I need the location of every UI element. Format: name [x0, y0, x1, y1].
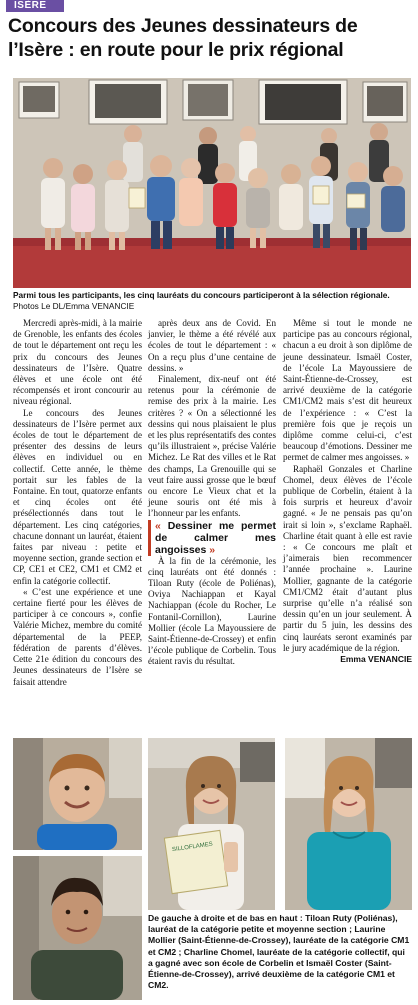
subheading-text: Dessiner me permet de calmer mes angoisses	[155, 519, 276, 556]
paragraph: Même si tout le monde ne participe pas au concours régional, chacun a eu droit à son diplôme de jeune dessinateur. Ismaël Coster, de l’école La Mayoussiere de Saint-Étienne-de-Crossey, est arrivé deuxième de la catégorie CM1/CM2 mais s’est dit heureux de l’expérience : « C’est la première fois que je reçois un diplôme comme celui-ci, c’est beaucoup d’émotions. Dessiner me permet de calmer mes angoisses. »	[283, 318, 412, 463]
paragraph: Finalement, dix-neuf ont été retenus pour la cérémonie de remise des prix à la mairie. Les critères ? « On a sélectionné les dessins qui nous plaisaient le plus et les plus représentatifs des contes qu’ils illustraient », précise Valérie Michez. Le Rat des villes et le Rat des champs, La Grenouille qui se veut faire aussi grosse que le bœuf ou encore Le Vieux chat et la jeune souris ont été mis à l’honneur par les enfants.	[148, 374, 276, 519]
portrait-photo-laurine	[148, 738, 275, 910]
photo-caption-text: Parmi tous les participants, les cinq lauréats du concours participeront à la sélection régionale.	[13, 290, 390, 300]
diploma-text: SILLOFLAMES	[171, 841, 214, 854]
portrait-photo-charline	[285, 738, 412, 910]
section-tag: ISÈRE	[6, 0, 64, 12]
photo-caption	[13, 290, 411, 312]
author-byline: Emma VENANCIE	[340, 654, 412, 665]
portrait-photo-ismael	[13, 856, 142, 1000]
article-column-2	[148, 318, 276, 668]
subheading: « Dessiner me permet de calmer mes angoisses »	[148, 520, 276, 556]
paragraph: « C’est une expérience et une certaine fierté pour les élèves de participer à ce concours », confie Valérie Michez, membre du comité départemental de la PEEP, fédération de parents d’élèves. Cette 21e édition du concours des Jeunes dessinateurs de l’Isère se faisait attendre	[13, 586, 142, 687]
paragraph: Mercredi après-midi, à la mairie de Grenoble, les enfants des écoles de tout le département ont reçu les prix du concours des Jeunes dessinateurs de l’Isère. Quatre élèves et une école ont été récompensés et iront concourir au niveau régional.	[13, 318, 142, 407]
article-column-3	[283, 318, 412, 665]
paragraph: Raphaël Gonzales et Charline Chomel, deux élèves de l’école publique de Corbelin, étaient à la fois surpris et heureux d’avoir gagné. « Je ne pensais pas qu’on irait si loin », s’exclame Raphaël. Charline était quant à elle est ravie : « Ce concours me plaît et j’aimerais bien recommencer l’année prochaine ». Laurine Mollier, gagnante de la catégorie CM1/CM2 était d’autant plus surprise qu’elle n’a réalisé son dessin qu’en un jour seulement. À partir du 5 juin, les dessins des cinq lauréats seront examinés par le jury académique de la région.	[283, 463, 412, 653]
headline: Concours des Jeunes dessinateurs de l’Isère : en route pour le prix régional	[8, 15, 358, 61]
group-photo	[13, 78, 411, 288]
paragraph: À la fin de la cérémonie, les cinq lauréats ont été donnés : Tiloan Ruty (école de Poliénas), Oviya Nachiappan et Kayal Nachiappan (école du Rocher, Le Fontanil-Cornillon), Laurine Mollier (école La Mayoussiere de Saint-Étienne-de-Crossey) et enfin l’école publique de Corbelin. Tous étaient ravis du résultat.	[148, 555, 276, 667]
photo-credit: Photos Le DL/Emma VENANCIE	[13, 301, 135, 311]
paragraph: Le concours des Jeunes dessinateurs de l’Isère permet aux écoles de tout le département de présenter des dessins de leurs élèves en individuel ou en collectif. Cette année, le thème portait sur les fables de la Fontaine. En tout, quatorze enfants et cinq écoles ont été présélectionnés dans tout le département. Les cinq catégories, chacune donnant un lauréat, étaient faites par niveau : petite et moyenne section, grande section et CP, CE1 et CE2, CM1 et CM2 et enfin la catégorie collectif.	[13, 407, 142, 586]
article-column-1	[13, 318, 142, 688]
paragraph: après deux ans de Covid. En janvier, le thème a été révélé aux écoles de tout le département : « On a reçu plus d’une centaine de dessins. »	[148, 318, 276, 373]
portraits-caption: De gauche à droite et de bas en haut : Tiloan Ruty (Poliénas), lauréat de la catégorie petite et moyenne section ; Laurine Mollier (Saint-Étienne-de-Crossey), lauréate de la catégorie CM1 et CM2 ; Charline Chomel, lauréate de la catégorie collectif, qui a gagné avec son école de Corbelin et Ismaël Coster (Saint-Étienne-de-Crossey), arrivé deuxième de la catégorie CM1 et CM2.	[148, 913, 410, 991]
portrait-photo-tiloan	[13, 738, 142, 850]
diploma	[164, 830, 227, 893]
